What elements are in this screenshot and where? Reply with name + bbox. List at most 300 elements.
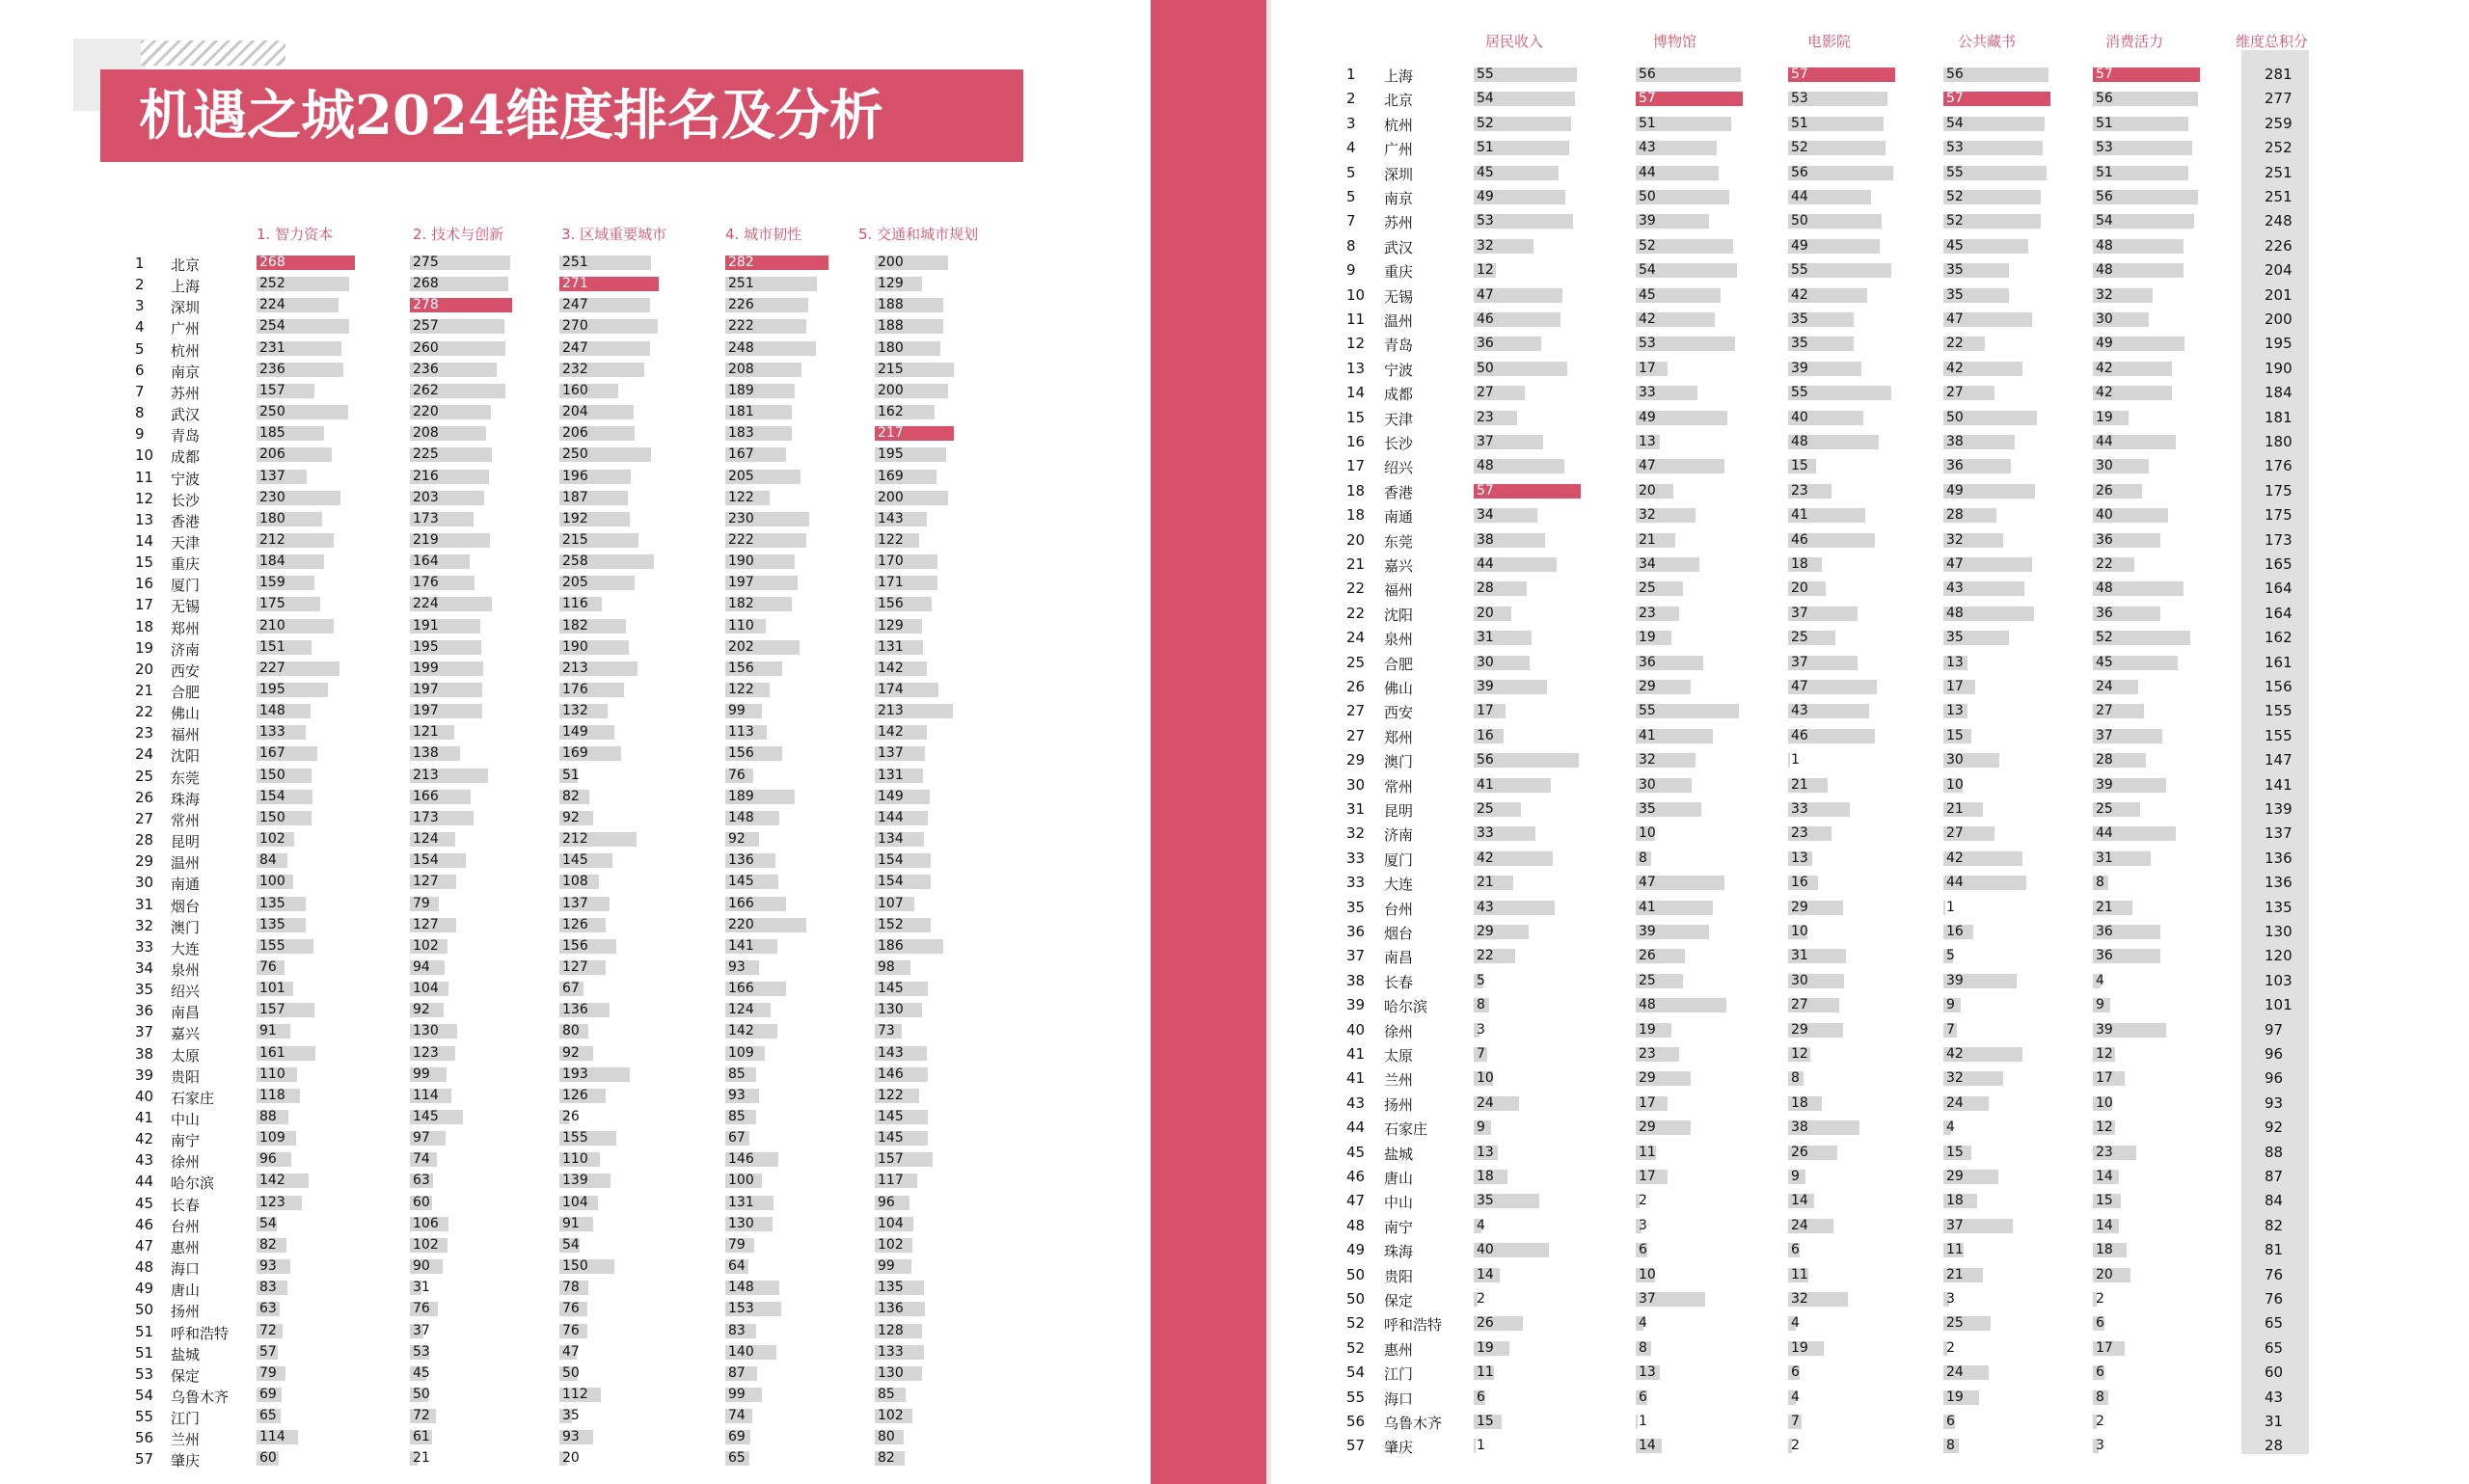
score-value: 37 (1946, 1217, 1964, 1233)
score-value: 39 (1477, 679, 1494, 694)
total-score: 200 (2265, 310, 2293, 328)
score-value: 56 (2096, 189, 2113, 204)
rank-number: 44 (1346, 1119, 1366, 1137)
score-value: 145 (878, 981, 904, 997)
score-value: 56 (1639, 67, 1656, 82)
score-value: 42 (2096, 360, 2113, 376)
score-value: 50 (1639, 189, 1656, 204)
city-name: 嘉兴 (1384, 557, 1414, 575)
score-value: 118 (259, 1087, 285, 1103)
city-name: 南京 (171, 363, 201, 381)
score-value: 20 (1477, 605, 1494, 621)
score-value: 270 (562, 318, 588, 335)
rank-number: 56 (1346, 1413, 1366, 1430)
score-value: 42 (1477, 850, 1494, 866)
rank-number: 57 (1346, 1437, 1366, 1455)
score-value: 6 (1477, 1389, 1485, 1405)
title-decoration-stripes (141, 40, 285, 66)
rank-number: 9 (1346, 261, 1356, 280)
rank-number: 15 (1346, 408, 1366, 426)
score-value: 148 (728, 809, 754, 825)
score-value: 219 (413, 531, 439, 548)
score-value: 43 (1639, 140, 1656, 156)
score-value: 74 (413, 1151, 430, 1168)
score-value: 19 (1477, 1339, 1494, 1356)
score-value: 21 (1946, 1266, 1964, 1282)
score-value: 206 (259, 446, 285, 463)
score-value: 84 (259, 852, 277, 869)
right-column-header: 居民收入 (1485, 33, 1544, 50)
total-score: 130 (2265, 923, 2293, 940)
rank-number: 50 (135, 1301, 154, 1319)
score-value: 24 (1946, 1364, 1964, 1381)
score-value: 54 (1477, 91, 1494, 107)
total-score: 136 (2265, 849, 2293, 867)
total-score: 82 (2265, 1216, 2284, 1234)
score-value: 52 (1639, 237, 1656, 254)
score-value: 4 (2096, 972, 2104, 988)
right-column-header: 电影院 (1807, 33, 1852, 50)
score-value: 29 (1946, 1169, 1964, 1184)
score-value: 102 (413, 937, 439, 954)
city-name: 绍兴 (171, 983, 201, 1001)
score-value: 230 (728, 510, 754, 526)
city-name: 惠州 (1384, 1340, 1414, 1359)
rank-number: 11 (1346, 310, 1366, 328)
total-score: 81 (2265, 1241, 2284, 1259)
rank-number: 40 (135, 1087, 154, 1105)
rank-number: 35 (1346, 898, 1366, 916)
score-value: 268 (413, 276, 439, 292)
total-score: 259 (2265, 114, 2293, 132)
score-value: 197 (728, 575, 754, 591)
city-name: 无锡 (1384, 287, 1414, 306)
score-value: 275 (413, 255, 439, 270)
score-value: 12 (1477, 262, 1494, 279)
rank-number: 20 (1346, 530, 1366, 549)
score-value: 127 (413, 916, 439, 932)
city-name: 绍兴 (1384, 459, 1414, 477)
score-value: 145 (878, 1130, 904, 1147)
score-value: 123 (259, 1194, 285, 1210)
total-score: 252 (2265, 139, 2293, 157)
city-name: 珠海 (171, 790, 201, 808)
rank-number: 49 (135, 1280, 154, 1298)
score-value: 142 (878, 660, 904, 676)
rank-number: 52 (1346, 1338, 1366, 1357)
total-score: 135 (2265, 898, 2293, 916)
city-name: 上海 (171, 278, 201, 296)
score-value: 122 (728, 489, 754, 505)
score-value: 3 (1477, 1021, 1485, 1038)
city-name: 泉州 (171, 960, 201, 979)
score-value: 9 (1791, 1169, 1800, 1184)
score-value: 8 (1791, 1070, 1800, 1087)
score-value: 23 (1639, 605, 1656, 621)
score-value: 32 (2096, 286, 2113, 303)
score-value: 23 (2096, 1144, 2113, 1160)
score-value: 104 (562, 1194, 588, 1210)
city-name: 盐城 (171, 1345, 201, 1363)
score-value: 91 (562, 1215, 580, 1231)
score-value: 100 (259, 874, 285, 890)
score-value: 195 (878, 446, 904, 463)
score-value: 48 (1946, 605, 1964, 621)
score-value: 15 (1791, 458, 1808, 474)
score-value: 1 (1639, 1414, 1647, 1429)
score-value: 83 (728, 1322, 746, 1338)
score-value: 167 (728, 446, 754, 463)
score-value: 138 (413, 745, 439, 762)
score-value: 29 (1639, 679, 1656, 694)
score-value: 69 (728, 1429, 746, 1445)
score-value: 15 (1946, 727, 1964, 743)
score-value: 80 (878, 1429, 895, 1445)
score-value: 260 (413, 339, 439, 356)
score-value: 47 (1791, 679, 1808, 694)
city-name: 深圳 (171, 299, 201, 317)
score-value: 48 (1477, 458, 1494, 474)
score-value: 100 (728, 1173, 754, 1189)
rank-number: 49 (1346, 1241, 1366, 1259)
score-value: 135 (878, 1280, 904, 1296)
score-value: 54 (562, 1236, 580, 1253)
score-value: 226 (728, 297, 754, 313)
score-value: 236 (259, 361, 285, 377)
score-value: 74 (728, 1408, 746, 1424)
rank-number: 41 (1346, 1045, 1366, 1063)
score-value: 43 (1791, 703, 1808, 719)
city-name: 海口 (171, 1260, 201, 1279)
city-name: 天津 (1384, 410, 1414, 428)
score-value: 7 (1946, 1021, 1955, 1038)
score-value: 37 (1477, 434, 1494, 449)
score-value: 129 (878, 617, 904, 634)
score-value: 164 (413, 553, 439, 570)
score-value: 7 (1791, 1414, 1800, 1429)
total-score: 96 (2265, 1045, 2284, 1063)
score-value: 146 (878, 1066, 904, 1082)
city-name: 西安 (171, 661, 201, 680)
score-value: 79 (413, 895, 430, 911)
score-value: 76 (562, 1301, 580, 1317)
score-value: 20 (562, 1450, 580, 1467)
city-name: 太原 (171, 1046, 201, 1065)
score-value: 247 (562, 297, 588, 313)
page-title: 机遇之城2024维度排名及分析 (100, 69, 1023, 162)
score-value: 212 (259, 531, 285, 548)
total-score: 156 (2265, 678, 2293, 695)
score-value: 10 (1639, 825, 1656, 842)
score-value: 35 (562, 1408, 580, 1424)
score-value: 251 (728, 276, 754, 292)
score-value: 254 (259, 318, 285, 335)
rank-number: 27 (1346, 726, 1366, 744)
score-value: 154 (878, 874, 904, 890)
rank-number: 12 (135, 489, 154, 507)
score-value: 150 (259, 809, 285, 825)
score-value: 56 (2096, 91, 2113, 107)
score-value: 30 (2096, 458, 2113, 474)
score-value: 27 (1946, 385, 1964, 401)
score-value: 23 (1477, 409, 1494, 425)
score-value: 47 (1477, 286, 1494, 303)
score-value: 45 (2096, 654, 2113, 670)
score-value: 53 (1639, 336, 1656, 352)
rank-number: 28 (135, 831, 154, 850)
score-value: 24 (2096, 679, 2113, 694)
score-value: 130 (878, 1364, 904, 1381)
city-name: 兰州 (1384, 1071, 1414, 1090)
score-value: 104 (413, 981, 439, 997)
rank-number: 1 (1346, 66, 1356, 83)
total-score: 43 (2265, 1388, 2284, 1406)
rank-number: 5 (1346, 188, 1356, 205)
score-value: 20 (1791, 580, 1808, 597)
score-value: 200 (878, 382, 904, 398)
score-value: 250 (562, 446, 588, 463)
total-score: 120 (2265, 947, 2293, 965)
score-value: 85 (728, 1066, 746, 1082)
score-value: 73 (878, 1023, 895, 1039)
score-value: 180 (259, 510, 285, 526)
score-value: 48 (1791, 434, 1808, 449)
score-value: 43 (1477, 899, 1494, 915)
right-column-header: 公共藏书 (1958, 33, 2017, 50)
score-value: 19 (2096, 409, 2113, 425)
score-value: 180 (878, 339, 904, 356)
score-value: 173 (413, 510, 439, 526)
score-value: 18 (2096, 1242, 2113, 1258)
score-value: 195 (259, 682, 285, 697)
score-value: 8 (1639, 1339, 1647, 1356)
score-value: 44 (1791, 189, 1808, 204)
score-value: 131 (878, 638, 904, 655)
score-value: 53 (1477, 213, 1494, 229)
city-name: 成都 (171, 448, 201, 467)
score-value: 6 (2096, 1315, 2104, 1332)
score-value: 57 (1946, 91, 1964, 107)
rank-number: 31 (1346, 800, 1366, 818)
score-value: 65 (259, 1408, 277, 1424)
score-value: 90 (413, 1258, 430, 1275)
score-value: 227 (259, 660, 285, 676)
left-column-header: 5. 交通和城市规划 (858, 226, 979, 243)
city-name: 长沙 (1384, 435, 1414, 452)
score-value: 217 (878, 425, 904, 442)
score-value: 24 (1477, 1094, 1494, 1111)
score-value: 23 (1639, 1046, 1656, 1062)
total-score: 190 (2265, 359, 2293, 377)
city-name: 徐州 (171, 1153, 201, 1172)
score-value: 67 (562, 981, 580, 997)
city-name: 沈阳 (171, 747, 201, 766)
score-value: 27 (1946, 825, 1964, 842)
score-value: 98 (878, 958, 895, 975)
city-name: 香港 (1384, 483, 1414, 501)
score-value: 49 (1791, 237, 1808, 254)
score-value: 109 (728, 1044, 754, 1061)
city-name: 珠海 (1384, 1243, 1414, 1261)
score-value: 114 (259, 1429, 285, 1445)
score-value: 153 (728, 1301, 754, 1317)
score-value: 5 (1946, 948, 1955, 964)
total-score: 226 (2265, 236, 2293, 255)
score-value: 183 (728, 425, 754, 442)
score-value: 14 (1477, 1266, 1494, 1282)
rank-number: 21 (1346, 555, 1366, 573)
score-value: 83 (259, 1280, 277, 1296)
city-name: 长春 (171, 1196, 201, 1214)
city-name: 福州 (1384, 581, 1414, 600)
score-value: 11 (1791, 1266, 1808, 1282)
rank-number: 41 (1346, 1069, 1366, 1088)
score-value: 12 (2096, 1046, 2113, 1062)
score-value: 36 (2096, 531, 2113, 548)
total-score: 164 (2265, 580, 2293, 598)
score-value: 65 (728, 1450, 746, 1467)
city-name: 哈尔滨 (1384, 998, 1428, 1016)
city-name: 贵阳 (1384, 1267, 1414, 1285)
score-value: 22 (2096, 556, 2113, 572)
rank-number: 41 (135, 1109, 154, 1126)
score-value: 167 (259, 745, 285, 762)
score-value: 213 (878, 703, 904, 719)
score-value: 49 (1477, 189, 1494, 204)
city-name: 长沙 (171, 491, 201, 509)
rank-number: 18 (1346, 481, 1366, 499)
score-value: 27 (2096, 703, 2113, 719)
rank-number: 36 (135, 1002, 154, 1020)
score-value: 130 (728, 1215, 754, 1231)
score-value: 176 (413, 575, 439, 591)
score-value: 61 (413, 1429, 430, 1445)
score-value: 49 (2096, 336, 2113, 352)
center-divider-shadow (1266, 0, 1271, 1484)
rank-number: 51 (135, 1322, 154, 1340)
score-value: 63 (413, 1173, 430, 1189)
score-value: 13 (1791, 850, 1808, 866)
rank-number: 3 (1346, 114, 1356, 132)
score-value: 166 (728, 981, 754, 997)
score-value: 51 (2096, 115, 2113, 131)
score-value: 39 (2096, 1021, 2113, 1038)
score-value: 60 (259, 1450, 277, 1467)
score-value: 23 (1791, 825, 1808, 842)
city-name: 台州 (171, 1217, 201, 1235)
score-value: 160 (562, 382, 588, 398)
total-score: 136 (2265, 874, 2293, 892)
score-value: 247 (562, 339, 588, 356)
score-value: 110 (562, 1151, 588, 1168)
right-column-header: 消费活力 (2105, 33, 2164, 50)
score-value: 116 (562, 596, 588, 612)
score-value: 162 (878, 404, 904, 420)
score-value: 25 (1639, 972, 1656, 988)
score-value: 51 (1477, 140, 1494, 156)
score-value: 30 (1946, 752, 1964, 769)
score-value: 16 (1946, 924, 1964, 939)
rank-number: 50 (1346, 1265, 1366, 1283)
score-value: 37 (1791, 605, 1808, 621)
city-name: 杭州 (171, 341, 201, 360)
score-value: 21 (2096, 899, 2113, 915)
score-value: 72 (413, 1408, 430, 1424)
score-value: 148 (728, 1280, 754, 1296)
score-value: 42 (1946, 360, 1964, 376)
city-name: 深圳 (1384, 165, 1414, 183)
score-value: 139 (562, 1173, 588, 1189)
score-value: 52 (1946, 213, 1964, 229)
score-value: 181 (728, 404, 754, 420)
score-value: 222 (728, 531, 754, 548)
score-value: 184 (259, 553, 285, 570)
rank-number: 9 (135, 425, 145, 444)
score-value: 63 (259, 1301, 277, 1317)
rank-number: 55 (1346, 1388, 1366, 1406)
score-value: 78 (562, 1280, 580, 1296)
score-value: 132 (562, 703, 588, 719)
rank-number: 7 (135, 382, 145, 400)
score-value: 29 (1639, 1120, 1656, 1136)
score-value: 50 (413, 1386, 430, 1402)
total-score: 155 (2265, 702, 2293, 720)
score-value: 134 (878, 831, 904, 848)
score-value: 6 (1639, 1389, 1647, 1405)
city-name: 南京 (1384, 190, 1414, 207)
city-name: 惠州 (171, 1238, 201, 1256)
score-value: 24 (1791, 1217, 1808, 1233)
score-value: 21 (1946, 801, 1964, 817)
total-score: 92 (2265, 1119, 2284, 1137)
city-name: 太原 (1384, 1047, 1414, 1065)
score-value: 36 (1639, 654, 1656, 670)
score-value: 64 (728, 1258, 746, 1275)
score-value: 208 (413, 425, 439, 442)
city-name: 上海 (1384, 67, 1414, 85)
rank-number: 6 (135, 361, 145, 379)
score-value: 10 (1639, 1266, 1656, 1282)
score-value: 44 (1639, 164, 1656, 180)
score-value: 19 (1946, 1389, 1964, 1405)
score-value: 57 (2096, 67, 2113, 82)
total-score: 204 (2265, 261, 2293, 280)
score-value: 76 (728, 767, 746, 783)
rank-number: 22 (135, 703, 154, 721)
score-value: 41 (1639, 727, 1656, 743)
score-value: 122 (728, 682, 754, 697)
score-value: 51 (2096, 164, 2113, 180)
score-value: 225 (413, 446, 439, 463)
score-value: 123 (413, 1044, 439, 1061)
rank-number: 14 (135, 531, 154, 550)
score-value: 10 (2096, 1094, 2113, 1111)
score-value: 206 (562, 425, 588, 442)
score-value: 17 (2096, 1339, 2113, 1356)
score-value: 21 (1791, 776, 1808, 793)
city-name: 东莞 (1384, 532, 1414, 551)
score-value: 191 (413, 617, 439, 634)
city-name: 佛山 (171, 705, 201, 723)
city-name: 佛山 (1384, 680, 1414, 697)
score-value: 204 (562, 404, 588, 420)
rank-number: 37 (135, 1023, 154, 1041)
score-value: 21 (1477, 875, 1494, 891)
city-name: 重庆 (171, 555, 201, 574)
score-value: 57 (1477, 482, 1494, 499)
city-name: 乌鲁木齐 (1384, 1415, 1443, 1432)
city-name: 贵阳 (171, 1067, 201, 1086)
